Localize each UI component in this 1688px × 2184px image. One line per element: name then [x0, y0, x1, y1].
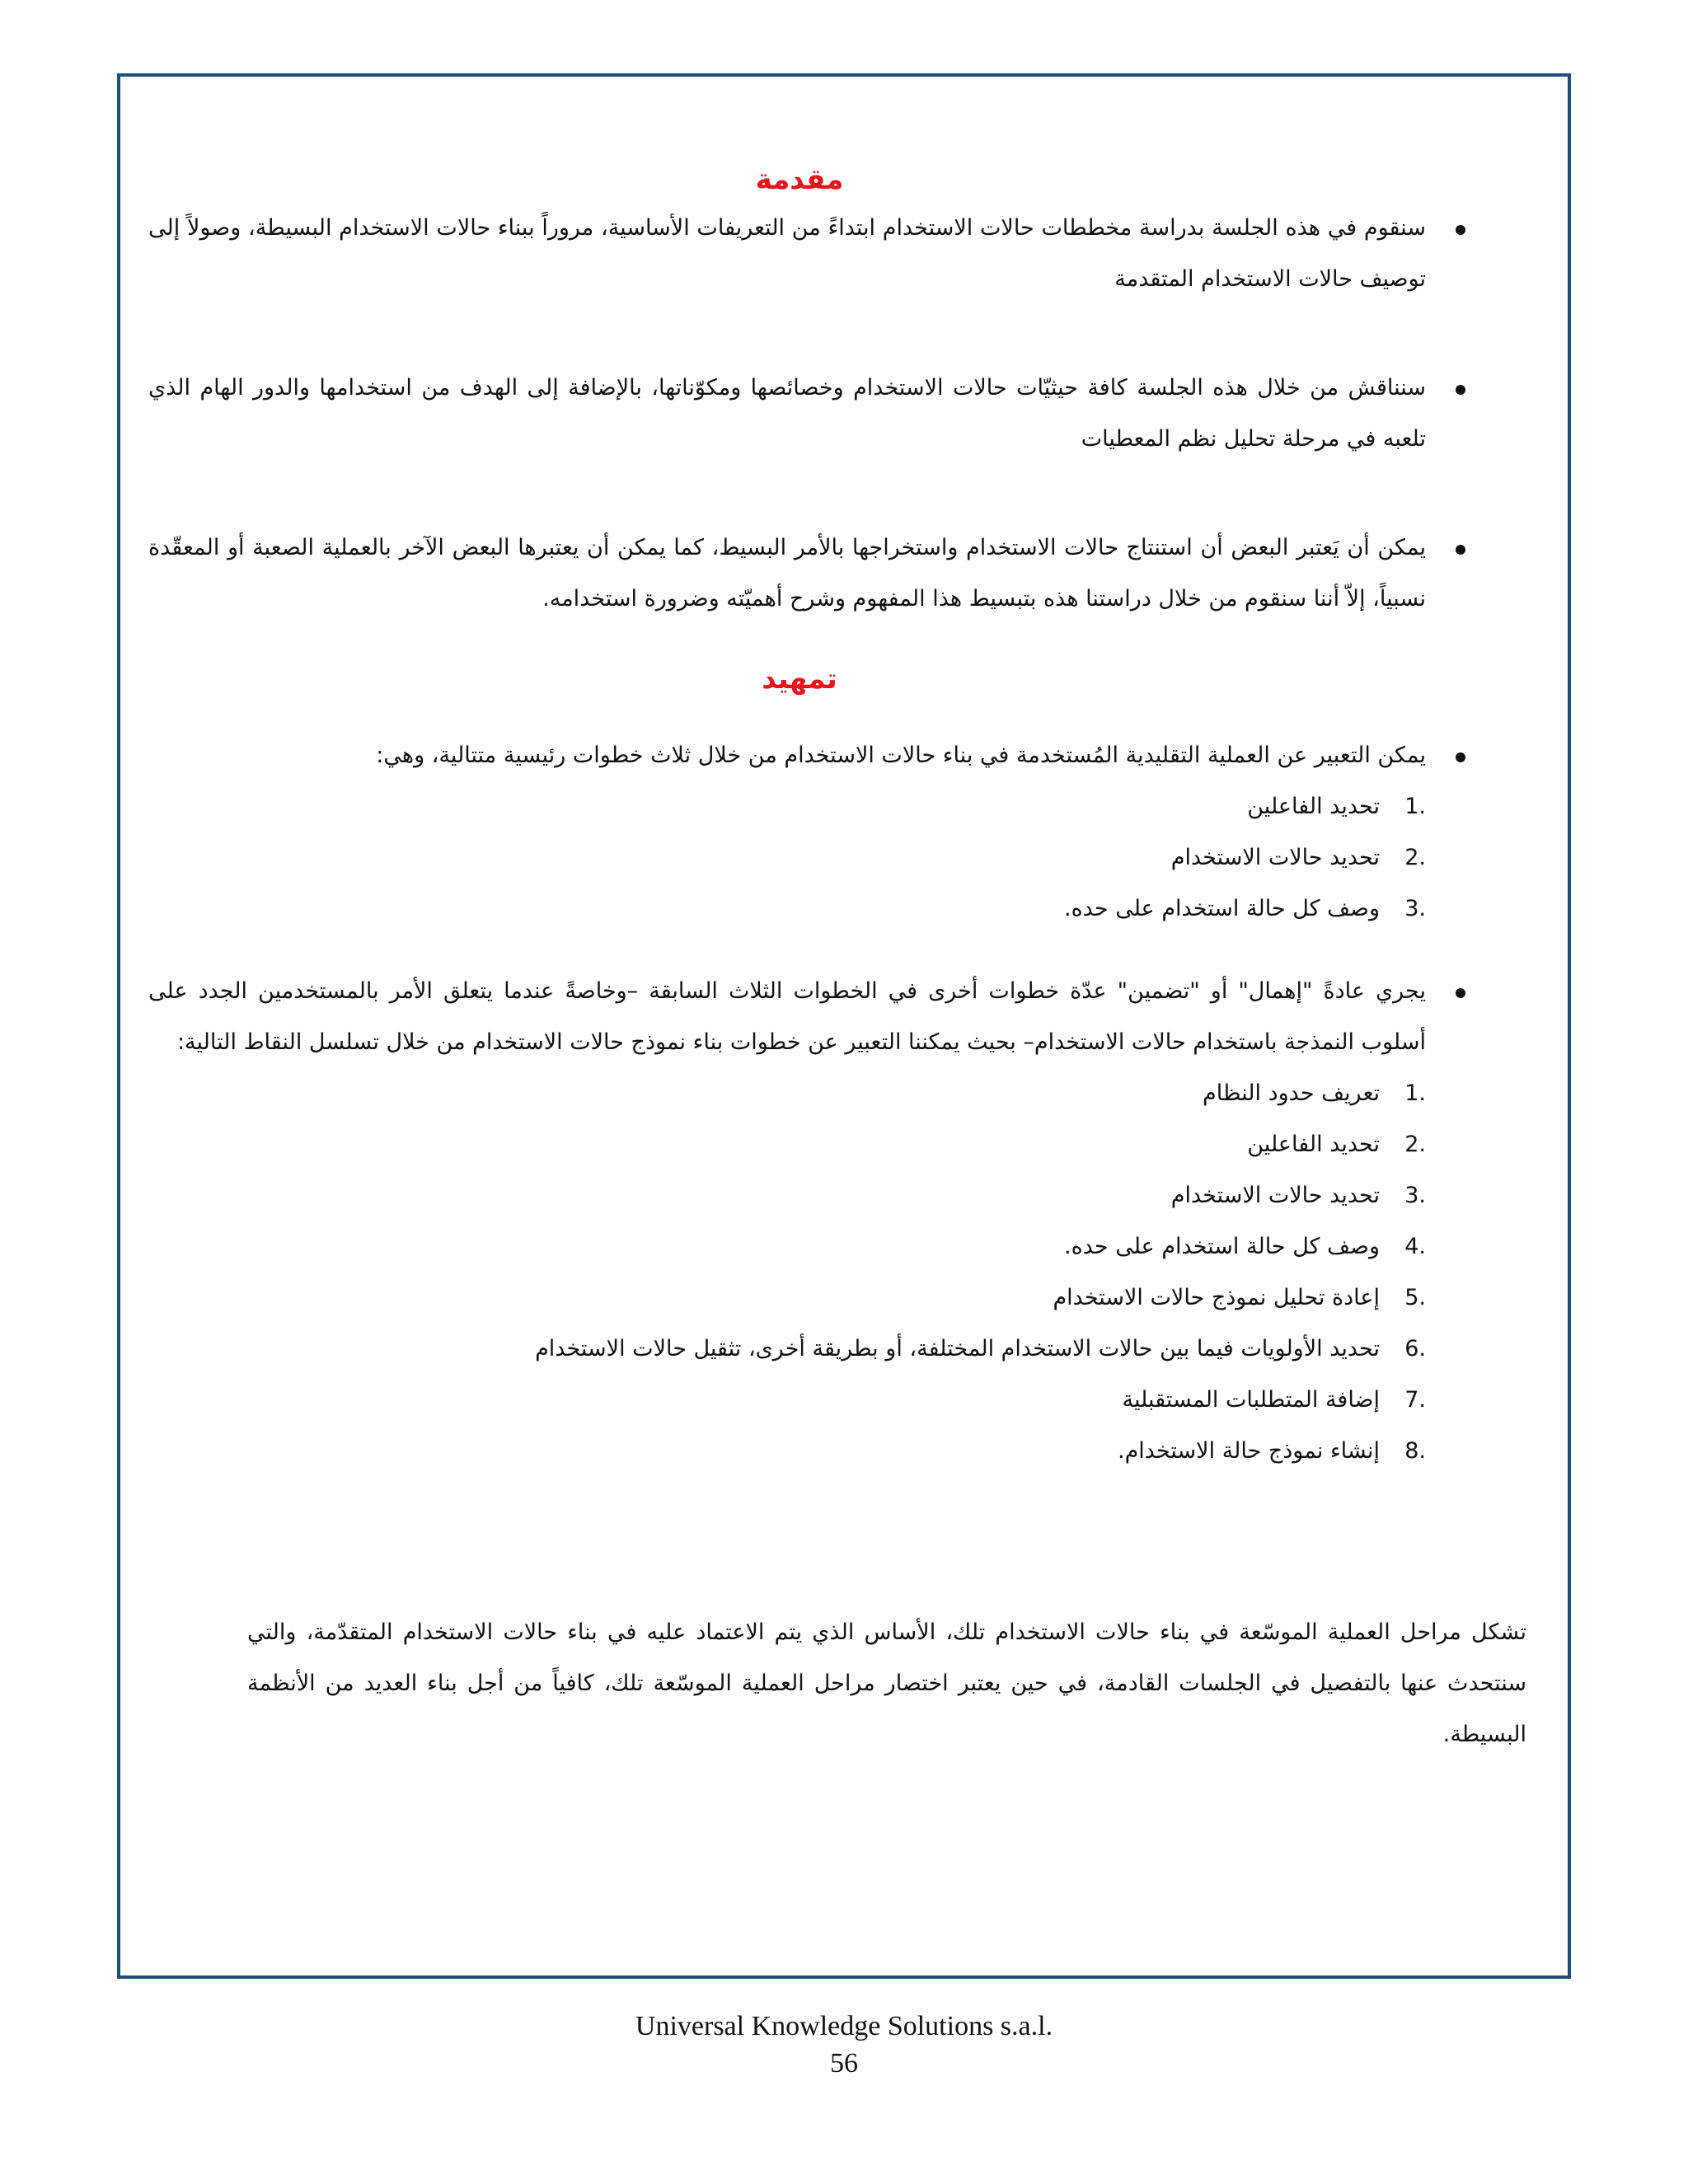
prep-bullet-text: يجري عادةً "إهمال" أو "تضمين" عدّة خطوات أخرى في الخطوات الثلاث السابقة –وخاصةً عندما يتعلق الأمر بالمستخدمين الجدد على أسلوب النمذجة باستخدام حالات الاستخدام– بحيث يمكننا التعبير عن خطوات بناء نموذج حالات الاستخدام من خلال تسلسل النقاط التالية: — [148, 978, 1426, 1055]
step-text: تحديد الأولويات فيما بين حالات الاستخدام المختلفة، أو بطريقة أخرى، تثقيل حالات الاستخدام — [535, 1336, 1380, 1361]
step-item — [148, 1272, 1426, 1324]
step-item — [148, 1119, 1426, 1170]
prep-bullet-2 — [148, 966, 1451, 1477]
step-item — [148, 781, 1426, 832]
prep-bullet-list — [148, 730, 1451, 1477]
step-number: 5. — [1404, 1285, 1426, 1310]
intro-bullet-list — [148, 203, 1451, 625]
step-text: تعريف حدود النظام — [1203, 1080, 1380, 1106]
step-number: 2. — [1404, 845, 1426, 870]
bullet-icon — [1456, 225, 1465, 235]
intro-bullet-2 — [148, 363, 1451, 465]
step-text: وصف كل حالة استخدام على حده. — [1064, 1234, 1380, 1259]
step-item — [148, 1324, 1426, 1375]
step-item — [148, 1221, 1426, 1272]
intro-bullet-3 — [148, 523, 1451, 625]
bullet-icon — [1456, 988, 1465, 998]
closing-paragraph: تشكل مراحل العملية الموسّعة في بناء حالات الاستخدام تلك، الأساس الذي يتم الاعتماد عليه في بناء حالات الاستخدام المتقدّمة، والتي سنتحدث عنها بالتفصيل في الجلسات القادمة، في حين يعتبر اختصار مراحل العملية الموسّعة تلك، كافياً من أجل بناء العديد من الأنظمة البسيطة. — [247, 1619, 1526, 1747]
step-number: 1. — [1404, 1080, 1426, 1106]
steps-list-basic — [148, 781, 1426, 935]
intro-bullet-text: سنناقش من خلال هذه الجلسة كافة حيثيّات حالات الاستخدام وخصائصها ومكوّناتها، بالإضافة إلى الهدف من استخدامها والدور الهام الذي تلعبه في مرحلة تحليل نظم المعطيات — [148, 375, 1426, 452]
page-content — [148, 157, 1451, 1508]
bullet-icon — [1456, 385, 1465, 395]
step-number: 3. — [1404, 896, 1426, 921]
step-text: تحديد الفاعلين — [1247, 1132, 1380, 1157]
intro-bullet-text: سنقوم في هذه الجلسة بدراسة مخططات حالات الاستخدام ابتداءً من التعريفات الأساسية، مروراً ببناء حالات الاستخدام البسيطة، وصولاً إلى توصيف حالات الاستخدام المتقدمة — [148, 215, 1426, 292]
step-number: 2. — [1404, 1132, 1426, 1157]
prep-bullet-text: يمكن التعبير عن العملية التقليدية المُستخدمة في بناء حالات الاستخدام من خلال ثلاث خطوات رئيسية متتالية، وهي: — [376, 743, 1426, 768]
step-number: 6. — [1404, 1336, 1426, 1361]
prep-bullet-1 — [148, 730, 1451, 935]
intro-bullet-text: يمكن أن يَعتبر البعض أن استنتاج حالات الاستخدام واستخراجها بالأمر البسيط، كما يمكن أن يعتبرها البعض الآخر بالعملية الصعبة أو المعقّدة نسبياً، إلاّ أننا سنقوم من خلال دراستنا هذه بتبسيط هذا المفهوم وشرح أهميّته وضرورة استخدامه. — [148, 535, 1426, 612]
section-heading-intro: مقدمة — [755, 163, 844, 196]
step-number: 7. — [1404, 1387, 1426, 1413]
steps-list-extended — [148, 1068, 1426, 1477]
step-item — [148, 1068, 1426, 1119]
step-item — [148, 883, 1426, 935]
bullet-icon — [1456, 545, 1465, 555]
step-text: إعادة تحليل نموذج حالات الاستخدام — [1053, 1285, 1380, 1310]
step-text: إضافة المتطلبات المستقبلية — [1122, 1387, 1380, 1413]
step-item — [148, 1426, 1426, 1477]
step-text: تحديد الفاعلين — [1247, 794, 1380, 819]
bullet-icon — [1456, 752, 1465, 762]
step-text: تحديد حالات الاستخدام — [1170, 845, 1380, 870]
step-text: تحديد حالات الاستخدام — [1170, 1183, 1380, 1208]
section-heading-prep: تمهيد — [762, 663, 837, 696]
step-item — [148, 832, 1426, 883]
step-number: 4. — [1404, 1234, 1426, 1259]
step-text: إنشاء نموذج حالة الاستخدام. — [1118, 1438, 1380, 1464]
intro-bullet-1 — [148, 203, 1451, 305]
step-number: 1. — [1404, 794, 1426, 819]
footer-company-name: Universal Knowledge Solutions s.a.l. — [635, 2011, 1053, 2041]
step-number: 3. — [1404, 1183, 1426, 1208]
step-text: وصف كل حالة استخدام على حده. — [1064, 896, 1380, 921]
step-item — [148, 1170, 1426, 1221]
step-number: 8. — [1404, 1438, 1426, 1464]
footer-page-number: 56 — [830, 2048, 858, 2079]
step-item — [148, 1375, 1426, 1426]
